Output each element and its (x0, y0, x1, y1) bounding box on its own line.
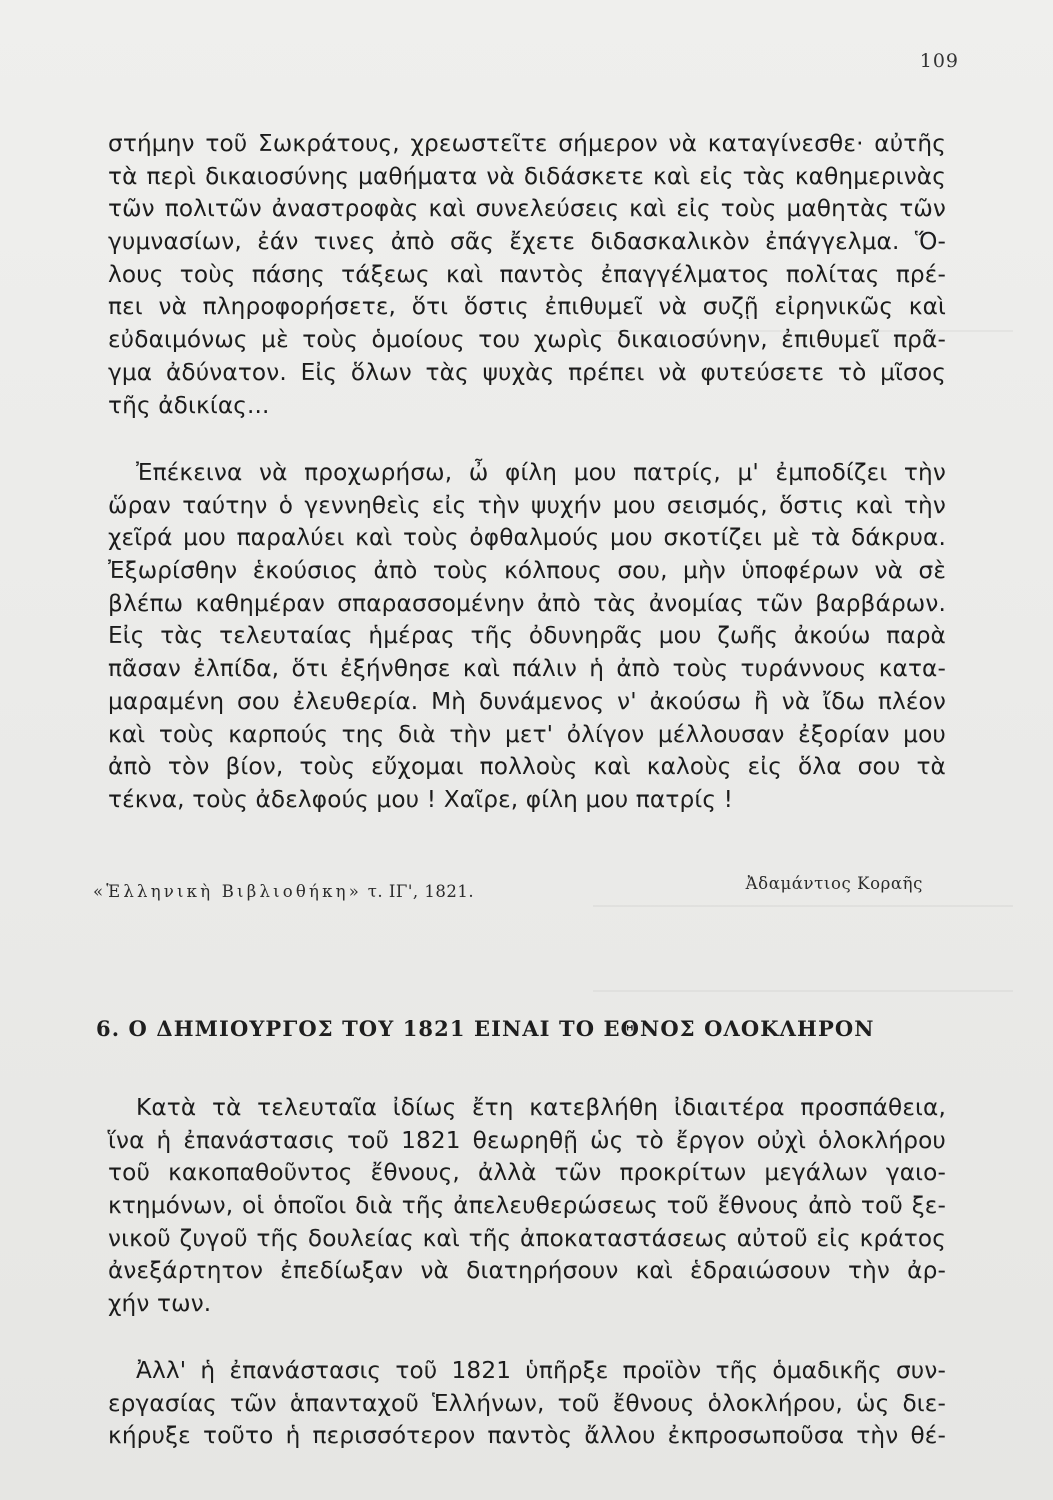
paragraph-1 (108, 128, 946, 422)
text-line: πει νὰ πληροφορήσετε, ὅτι ὅστις ἐπιθυμεῖ νὰ συζῇ εἰρηνικῶς καὶ (108, 293, 946, 321)
text-line: στήμην τοῦ Σωκράτους, χρεωστεῖτε σήμερον νὰ καταγίνεσθε· αὐτῆς (108, 130, 946, 157)
text-line: χήν των. (108, 1290, 212, 1318)
text-line: ὥραν ταύτην ὁ γεννηθεὶς εἰς τὴν ψυχήν μου σεισμός, ὅστις καὶ τὴν (108, 491, 946, 519)
text-line: γυμνασίων, ἐάν τινες ἀπὸ σᾶς ἔχετε διδασκαλικὸν ἐπάγγελμα. Ὅ- (108, 228, 946, 256)
text-line: νικοῦ ζυγοῦ τῆς δουλείας καὶ τῆς ἀποκαταστάσεως αὐτοῦ εἰς κράτος (108, 1224, 946, 1252)
text-line: Ἐξωρίσθην ἑκούσιος ἀπὸ τοὺς κόλπους σου, μὴν ὑποφέρων νὰ σὲ (108, 557, 946, 585)
text-line: κτημόνων, οἱ ὁποῖοι διὰ τῆς ἀπελευθερώσεως τοῦ ἔθνους ἀπὸ τοῦ ξε- (108, 1192, 946, 1220)
text-line: ἀπὸ τὸν βίον, τοὺς εὔχομαι πολλοὺς καὶ καλοὺς εἰς ὅλα σου τὰ (108, 753, 946, 781)
text-line: τῶν πολιτῶν ἀναστροφὰς καὶ συνελεύσεις καὶ εἰς τοὺς μαθητὰς τῶν (108, 195, 946, 223)
citation-volume-year: τ. ΙΓ', 1821. (362, 882, 475, 901)
text-line: τέκνα, τοὺς ἀδελφούς μου ! Χαῖρε, φίλη μου πατρίς ! (108, 785, 734, 813)
paragraph-2 (108, 457, 946, 817)
text-line: Ἀλλ' ἡ ἐπανάστασις τοῦ 1821 ὑπῆρξε προϊὸν τῆς ὁμαδικῆς συν- (136, 1357, 946, 1384)
bleed-through-mark (593, 990, 1013, 992)
text-line: χεῖρά μου παραλύει καὶ τοὺς ὀφθαλμούς μου σκοτίζει μὲ τὰ δάκρυα. (108, 524, 946, 552)
text-line: λους τοὺς πάσης τάξεως καὶ παντὸς ἐπαγγέλματος πολίτας πρέ- (108, 260, 946, 288)
text-line: Ἐπέκεινα νὰ προχωρήσω, ὦ φίλη μου πατρίς, μ' ἐμποδίζει τὴν (136, 459, 946, 486)
page-number: 109 (919, 50, 959, 72)
text-line: Κατὰ τὰ τελευταῖα ἰδίως ἔτη κατεβλήθη ἰδιαιτέρα προσπάθεια, (136, 1094, 946, 1121)
text-line: ἵνα ἡ ἐπανάστασις τοῦ 1821 θεωρηθῇ ὡς τὸ ἔργον οὐχὶ ὁλοκλήρου (108, 1126, 946, 1154)
text-line: γμα ἀδύνατον. Εἰς ὅλων τὰς ψυχὰς πρέπει νὰ φυτεύσετε τὸ μῖσος (108, 358, 946, 386)
text-line: κήρυξε τοῦτο ἡ περισσότερον παντὸς ἄλλου ἐκπροσωποῦσα τὴν θέ- (108, 1422, 946, 1450)
citation-author: Ἀδαμάντιος Κοραῆς (745, 874, 923, 893)
text-line: τῆς ἀδικίας... (108, 391, 270, 419)
paragraph-3 (108, 1092, 946, 1321)
text-line: μαραμένη σου ἐλευθερία. Μὴ δυνάμενος ν' ἀκούσω ἢ νὰ ἴδω πλέον (108, 687, 946, 715)
text-line: εργασίας τῶν ἁπανταχοῦ Ἑλλήνων, τοῦ ἔθνους ὁλοκλήρου, ὡς διε- (108, 1389, 946, 1417)
text-line: Εἰς τὰς τελευταίας ἡμέρας τῆς ὀδυνηρᾶς μου ζωῆς ἀκούω παρὰ (108, 622, 946, 650)
text-line: ἀνεξάρτητον ἐπεδίωξαν νὰ διατηρήσουν καὶ ἑδραιώσουν τὴν ἀρ- (108, 1257, 946, 1285)
text-line: βλέπω καθημέραν σπαρασσομένην ἀπὸ τὰς ἀνομίας τῶν βαρβάρων. (108, 589, 946, 617)
section-heading: 6. Ο ΔΗΜΙΟΥΡΓΟΣ ΤΟΥ 1821 ΕΙΝΑΙ ΤΟ ΕΘΝΟΣ ΟΛΟΚΛΗΡΟΝ (96, 1016, 875, 1041)
citation-title: «Ἑλληνικὴ Βιβλιοθήκη» (93, 882, 363, 901)
text-line: τὰ περὶ δικαιοσύνης μαθήματα νὰ διδάσκετε καὶ εἰς τὰς καθημερινὰς (108, 162, 946, 190)
text-line: τοῦ κακοπαθοῦντος ἔθνους, ἀλλὰ τῶν προκρίτων μεγάλων γαιο- (108, 1159, 946, 1187)
text-line: πᾶσαν ἐλπίδα, ὅτι ἐξήνθησε καὶ πάλιν ἡ ἀπὸ τοὺς τυράννους κατα- (108, 655, 946, 683)
paragraph-4 (108, 1355, 946, 1453)
text-line: εὐδαιμόνως μὲ τοὺς ὁμοίους του χωρὶς δικαιοσύνην, ἐπιθυμεῖ πρᾶ- (108, 326, 946, 354)
bleed-through-mark (593, 905, 1013, 907)
text-line: καὶ τοὺς καρπούς της διὰ τὴν μετ' ὀλίγον μέλλουσαν ἐξορίαν μου (108, 720, 946, 748)
citation-source (93, 882, 474, 901)
